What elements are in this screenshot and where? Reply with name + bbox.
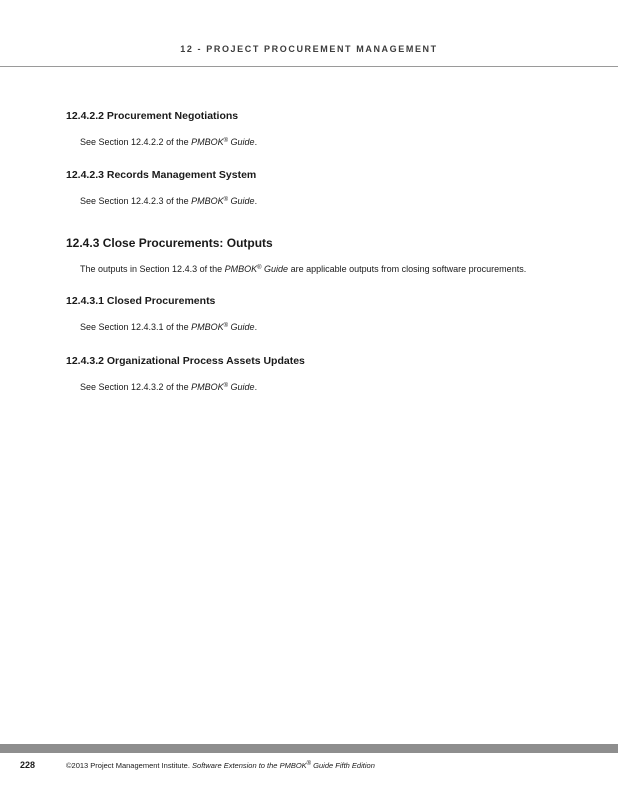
section-heading-12-4-3: 12.4.3 Close Procurements: Outputs	[66, 236, 273, 250]
section-heading-12-4-3-1: 12.4.3.1 Closed Procurements	[66, 295, 216, 307]
page-number: 228	[20, 760, 36, 770]
section-text-12-4-3: The outputs in Section 12.4.3 of the PMBOK® Guide are applicable outputs from closing software procurements.	[80, 264, 527, 274]
section-heading-12-4-3-2: 12.4.3.2 Organizational Process Assets Updates	[66, 355, 305, 367]
section-text-12-4-2-2: See Section 12.4.2.2 of the PMBOK® Guide.	[80, 137, 258, 147]
section-text-12-4-3-2: See Section 12.4.3.2 of the PMBOK® Guide.	[80, 382, 258, 392]
header-divider	[0, 66, 618, 67]
footer-copyright: ©2013 Project Management Institute. Software Extension to the PMBOK® Guide Fifth Edition	[66, 761, 375, 770]
section-text-12-4-3-1: See Section 12.4.3.1 of the PMBOK® Guide.	[80, 322, 258, 332]
section-text-12-4-2-3: See Section 12.4.2.3 of the PMBOK® Guide.	[80, 196, 258, 206]
footer-bar	[0, 744, 618, 753]
section-heading-12-4-2-3: 12.4.2.3 Records Management System	[66, 169, 257, 181]
chapter-title: 12 - PROJECT PROCUREMENT MANAGEMENT	[180, 44, 438, 54]
page-header	[0, 0, 618, 68]
section-heading-12-4-2-2: 12.4.2.2 Procurement Negotiations	[66, 110, 239, 122]
